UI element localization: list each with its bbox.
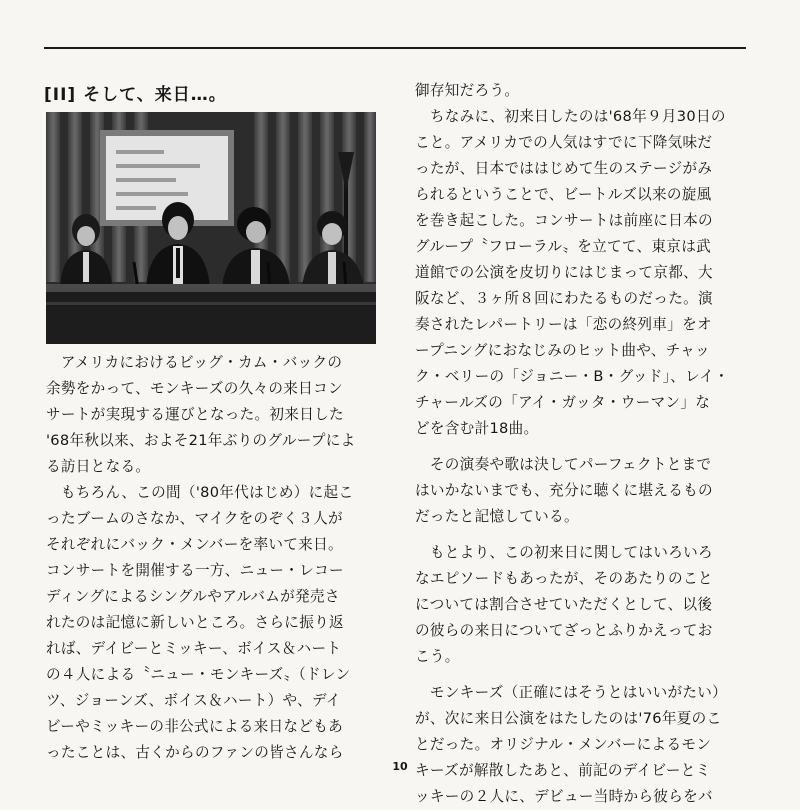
- text-line: どを含む計18曲。: [415, 420, 539, 437]
- paragraph: [46, 480, 378, 766]
- text-line: その演奏や歌は決してパーフェクトとまで: [415, 456, 712, 473]
- text-line: ったが、日本でははじめて生のステージがみ: [415, 160, 713, 177]
- text-line: アメリカにおけるビッグ・カム・バックの: [46, 354, 343, 371]
- paragraph: [415, 680, 750, 810]
- text-line: 奏されたレパートリーは「恋の終列車」をオ: [415, 316, 712, 333]
- text-line: 阪など、３ヶ所８回にわたるものだった。演: [415, 290, 713, 307]
- text-line: の４人による〝ニュー・モンキーズ〟（ドレン: [46, 666, 351, 683]
- text-line: 御存知だろう。: [415, 82, 520, 99]
- page-number: 10: [392, 760, 408, 773]
- text-line: こと。アメリカでの人気はすでに下降気味だ: [415, 134, 713, 151]
- text-line: れたのは記憶に新しいところ。さらに振り返: [46, 614, 344, 631]
- text-line: もちろん、この間（'80年代はじめ）に起こ: [46, 484, 354, 501]
- paragraph: [46, 350, 378, 480]
- section-heading: [II] そして、来日…。: [44, 85, 227, 105]
- text-line: が、次に来日公演をはたしたのは'76年夏のこ: [415, 710, 722, 727]
- text-line: の彼らの来日についてざっとふりかえってお: [415, 622, 713, 639]
- right-text-column: [415, 78, 750, 810]
- text-line: ったブームのさなか、マイクをのぞく３人が: [46, 510, 343, 527]
- paragraph: [415, 104, 750, 442]
- text-line: ビーやミッキーの非公式による来日などもあ: [46, 718, 344, 735]
- text-line: キーズが解散したあと、前記のデイビーとミ: [415, 762, 711, 779]
- paragraph: [415, 452, 750, 530]
- text-line: ディングによるシングルやアルバムが発売さ: [46, 588, 340, 605]
- text-line: られるということで、ビートルズ以来の旋風: [415, 186, 712, 203]
- text-line: それぞれにバック・メンバーを率いて来日。: [46, 536, 343, 553]
- text-line: '68年秋以来、およそ21年ぶりのグループによ: [46, 432, 356, 449]
- paragraph: [415, 78, 750, 104]
- text-line: だったと記憶している。: [415, 508, 579, 525]
- text-line: については割合させていただくとして、以後: [415, 596, 713, 613]
- text-line: ったことは、古くからのファンの皆さんなら: [46, 744, 344, 761]
- text-line: とだった。オリジナル・メンバーによるモン: [415, 736, 712, 753]
- text-line: もとより、この初来日に関してはいろいろ: [415, 544, 713, 561]
- text-line: チャールズの「アイ・ガッタ・ウーマン」な: [415, 394, 711, 411]
- top-rule: [44, 47, 746, 49]
- text-line: はいかないまでも、充分に聴くに堪えるもの: [415, 482, 713, 499]
- text-line: なエピソードもあったが、そのあたりのこと: [415, 570, 713, 587]
- left-text-column: [46, 350, 378, 766]
- text-line: ツ、ジョーンズ、ボイス＆ハート）や、デイ: [46, 692, 341, 709]
- text-line: ク・ベリーの「ジョニー・B・グッド」、レイ・: [415, 368, 730, 385]
- paragraph: [415, 540, 750, 670]
- text-line: ープニングにおなじみのヒット曲や、チャッ: [415, 342, 710, 359]
- text-line: ッキーの２人に、デビュー当時から彼らをバ: [415, 788, 713, 805]
- text-line: 余勢をかって、モンキーズの久々の来日コン: [46, 380, 343, 397]
- text-line: を巻き起こした。コンサートは前座に日本の: [415, 212, 713, 229]
- text-line: る訪日となる。: [46, 458, 151, 475]
- press-conference-photo: [46, 112, 376, 344]
- text-line: 道館での公演を皮切りにはじまって京都、大: [415, 264, 713, 281]
- text-line: ちなみに、初来日したのは'68年９月30日の: [415, 108, 726, 125]
- text-line: コンサートを開催する一方、ニュー・レコー: [46, 562, 344, 579]
- text-line: れば、デイビーとミッキー、ボイス＆ハート: [46, 640, 342, 657]
- text-line: こう。: [415, 648, 460, 665]
- text-line: グループ〝フローラル〟を立てて、東京は武: [415, 238, 711, 255]
- text-line: モンキーズ（正確にはそうとはいいがたい）: [415, 684, 728, 701]
- text-line: サートが実現する運びとなった。初来日した: [46, 406, 344, 423]
